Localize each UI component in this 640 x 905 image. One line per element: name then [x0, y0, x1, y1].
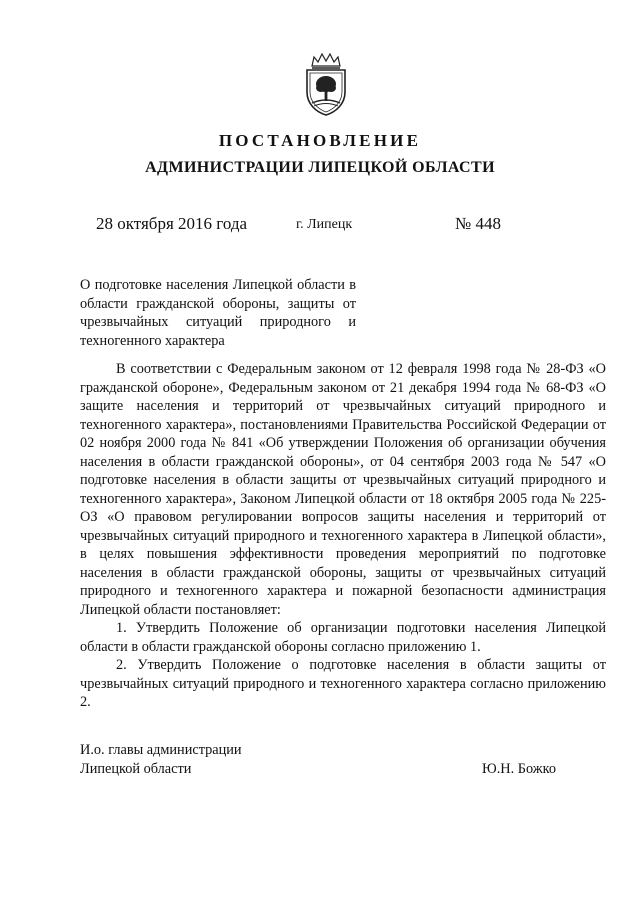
document-body — [80, 360, 606, 712]
document-title: ПОСТАНОВЛЕНИЕ — [218, 131, 422, 150]
body-paragraph-preamble: В соответствии с Федеральным законом от 12 февраля 1998 года № 28-ФЗ «О гражданской обороне», Федеральным законом от 21 декабря 1994 года № 68-ФЗ «О защите населения и территорий от чрезвычайных ситуаций природного и техногенного характера», постановлениями Правительства Российской Федерации от 02 ноября 2000 года № 841 «Об утверждении Положения об организации обучения населения в области гражданской обороны», от 04 сентября 2003 года № 547 «О подготовке населения в области защиты от чрезвычайных ситуаций природного и техногенного характера», Законом Липецкой области от 18 октября 2005 года № 225-ОЗ «О правовом регулировании вопросов защиты населения и территорий от чрезвычайных ситуаций природного и техногенного характера в Липецкой области», в целях повышения эффективности проведения мероприятий по подготовке населения в области гражданской обороны, защиты от чрезвычайных ситуаций природного и техногенного характера и пожарной безопасности администрация Липецкой области постановляет: — [80, 361, 606, 618]
document-date: 28 октября 2016 года — [96, 214, 248, 233]
document-subtitle: АДМИНИСТРАЦИИ ЛИПЕЦКОЙ ОБЛАСТИ — [145, 159, 495, 176]
body-paragraph-item-1: 1. Утвердить Положение об организации подготовки населения Липецкой области в области гражданской обороны согласно приложению 1. — [80, 620, 606, 655]
document-subject: О подготовке населения Липецкой области в области гражданской обороны, защиты от чрезвычайных ситуаций природного и техногенного характера — [80, 277, 356, 349]
signature-position-line-2: Липецкой области — [80, 760, 192, 777]
document-city: г. Липецк — [296, 217, 353, 232]
signature-position — [80, 741, 242, 778]
document-number: № 448 — [455, 214, 501, 233]
signature-name: Ю.Н. Божко — [482, 760, 556, 777]
signature-position-line-1: И.о. главы администрации — [80, 742, 242, 758]
lipetsk-coat-of-arms-icon — [302, 52, 350, 118]
body-paragraph-item-2: 2. Утвердить Положение о подготовке населения в области защиты от чрезвычайных ситуаций природного и техногенного характера согласно приложению 2. — [80, 657, 606, 710]
